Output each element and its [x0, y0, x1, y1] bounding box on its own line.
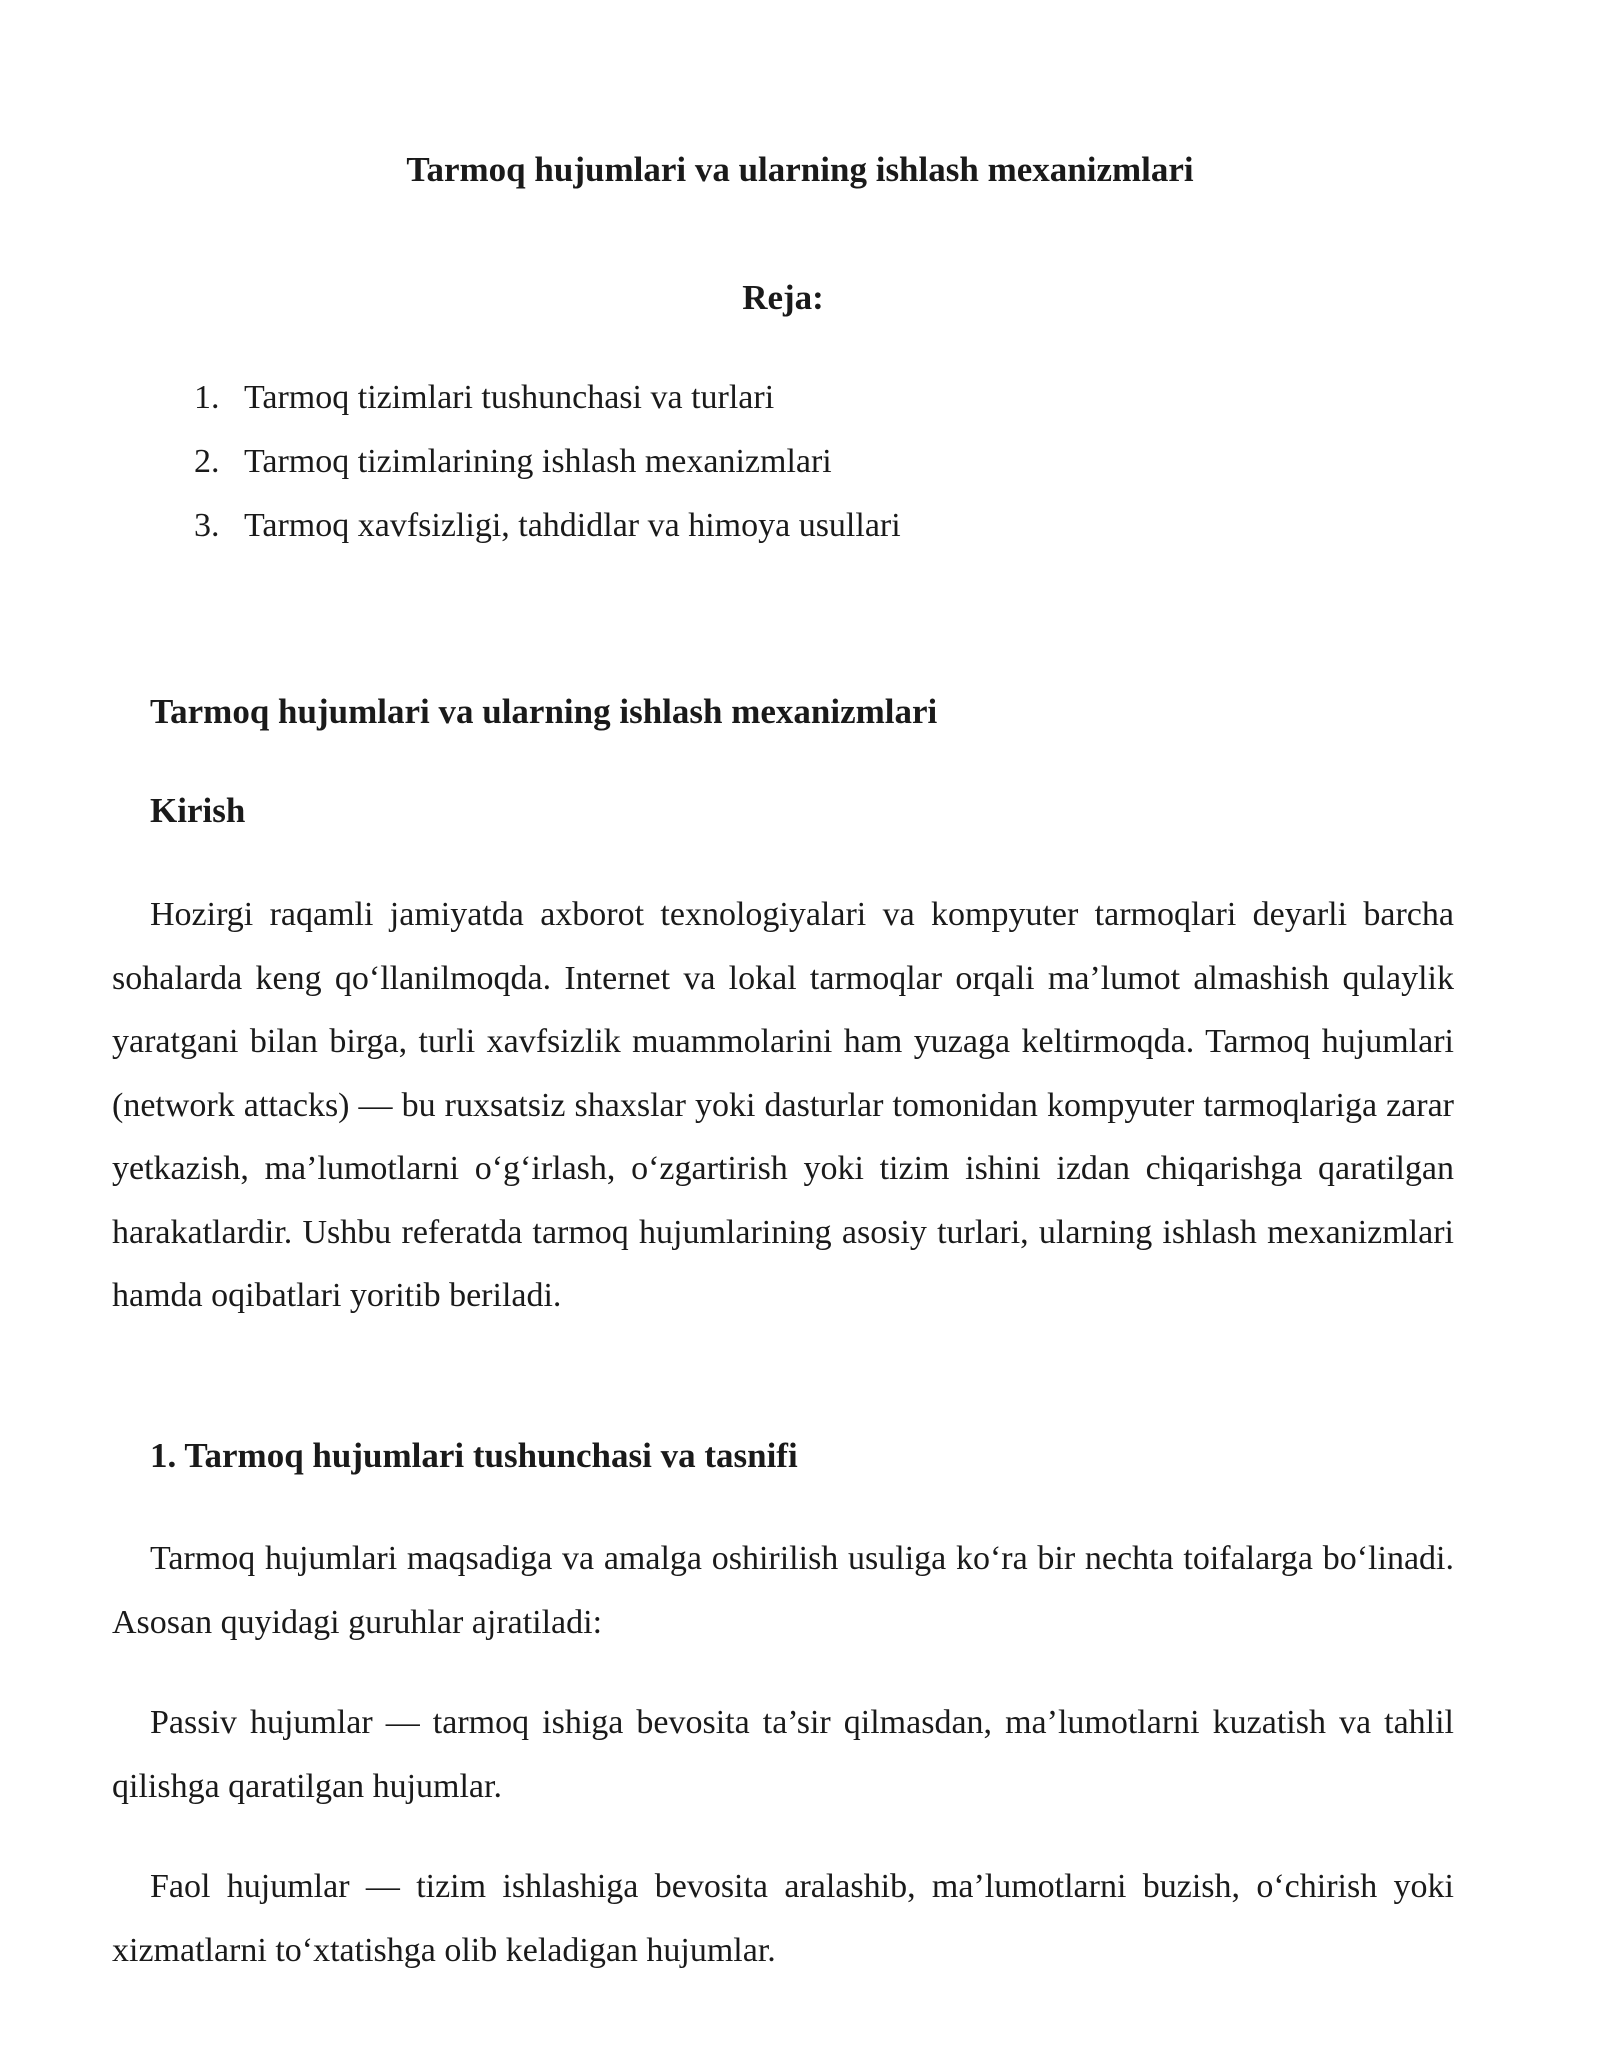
plan-item-text: Tarmoq tizimlarining ishlash mexanizmlari	[244, 443, 832, 480]
passive-attacks-paragraph: Passiv hujumlar — tarmoq ishiga bevosita ta’sir qilmasdan, ma’lumotlarni kuzatish va tahlil qilishga qaratilgan hujumlar.	[112, 1704, 1454, 1805]
plan-item-number: 2.	[194, 443, 220, 480]
document-title: Tarmoq hujumlari va ularning ishlash mexanizmlari	[406, 150, 1194, 189]
intro-heading: Kirish	[150, 791, 246, 830]
intro-paragraph: Hozirgi raqamli jamiyatda axborot texnologiyalari va kompyuter tarmoqlari deyarli barcha sohalarda keng qo‘llanilmoqda. Internet va lokal tarmoqlar orqali ma’lumot almashish qulaylik yaratgani bilan birga, turli xavfsizlik muammolarini ham yuzaga keltirmoqda. Tarmoq hujumlari (network attacks) — bu ruxsatsiz shaxslar yoki dasturlar tomonidan kompyuter tarmoqlariga zarar yetkazish, ma’lumotlarni o‘g‘irlash, o‘zgartirish yoki tizim ishini izdan chiqarishga qaratilgan harakatlardir. Ushbu referatda tarmoq hujumlarining asosiy turlari, ularning ishlash mexanizmlari hamda oqibatlari yoritib beriladi.	[112, 896, 1454, 1314]
section-heading: Tarmoq hujumlari va ularning ishlash mexanizmlari	[150, 692, 938, 731]
plan-heading: Reja:	[742, 278, 824, 317]
section1-paragraph: Tarmoq hujumlari maqsadiga va amalga oshirilish usuliga ko‘ra bir nechta toifalarga bo‘linadi. Asosan quyidagi guruhlar ajratiladi:	[112, 1540, 1454, 1641]
plan-item	[194, 376, 901, 440]
plan-item-number: 1.	[194, 379, 220, 416]
plan-item-text: Tarmoq tizimlari tushunchasi va turlari	[244, 379, 775, 416]
plan-item-number: 3.	[194, 507, 220, 544]
plan-item	[194, 504, 901, 568]
active-attacks-paragraph: Faol hujumlar — tizim ishlashiga bevosita aralashib, ma’lumotlarni buzish, o‘chirish yoki xizmatlarni to‘xtatishga olib keladigan hujumlar.	[112, 1868, 1454, 1969]
section1-heading: 1. Tarmoq hujumlari tushunchasi va tasnifi	[150, 1436, 798, 1475]
plan-list	[194, 376, 901, 568]
plan-item	[194, 440, 901, 504]
plan-item-text: Tarmoq xavfsizligi, tahdidlar va himoya usullari	[244, 507, 901, 544]
